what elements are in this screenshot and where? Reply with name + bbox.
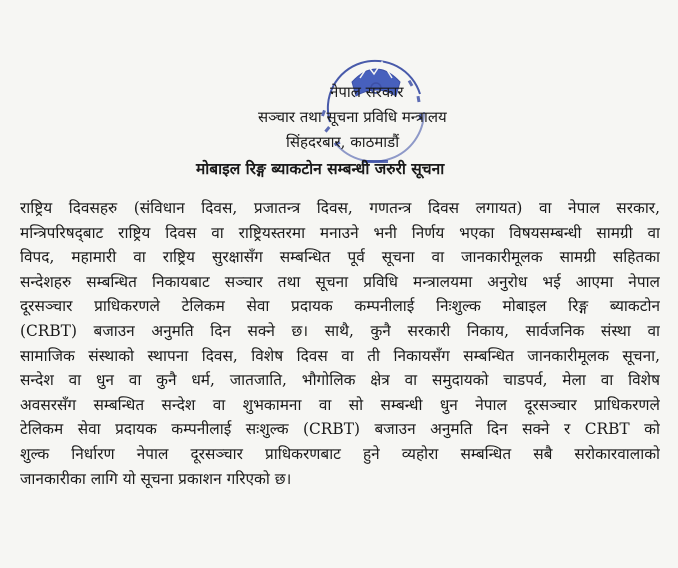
body-line: सन्देशहरु सम्बन्धित निकायबाट सञ्चार तथा सूचना प्रविधि मन्त्रालयमा अनुरोध भई आएमा नेपाल	[20, 272, 660, 291]
body-line: शुल्क निर्धारण नेपाल दूरसञ्चार प्राधिकरणबाट हुने व्यहोरा सम्बन्धित सबै सरोकारवालाको	[20, 444, 660, 463]
ministry-name: सञ्चार तथा सूचना प्रविधि मन्त्रालय	[258, 108, 447, 126]
body-line: सन्देश वा धुन वा कुनै धर्म, जातजाति, भौगोलिक क्षेत्र वा समुदायको चाडपर्व, मेला वा विशेष	[20, 371, 660, 390]
notice-title: मोबाइल रिङ्ग ब्याकटोन सम्बन्धी जरुरी सूचना	[196, 159, 445, 178]
body-line: राष्ट्रिय दिवसहरु (संविधान दिवस, प्रजातन्त्र दिवस, गणतन्त्र दिवस लगायत) वा नेपाल सरकार,	[20, 199, 660, 217]
body-line: जानकारीका लागि यो सूचना प्रकाशन गरिएको छ।	[20, 469, 292, 488]
body-line: दूरसञ्चार प्राधिकरणले टेलिकम सेवा प्रदायक कम्पनीलाई निःशुल्क मोबाइल रिङ्ग ब्याकटोन	[20, 297, 660, 316]
body-line: सामाजिक संस्थाको स्थापना दिवस, विशेष दिवस वा ती निकायसँग सम्बन्धित जानकारीमूलक सूचना,	[20, 346, 660, 365]
body-line: अवसरसँग सम्बन्धित सन्देश वा शुभकामना वा सो सम्बन्धी धुन नेपाल दूरसञ्चार प्राधिकरणले	[20, 395, 660, 414]
body-line: मन्त्रिपरिषद्‌बाट राष्ट्रिय दिवस वा राष्ट्रियस्तरमा मनाउने भनी निर्णय भएका विषयसम्बन्धी सामग्री वा	[20, 223, 660, 242]
government-name: नेपाल सरकार	[330, 83, 404, 101]
body-line: (CRBT) बजाउन अनुमति दिन सक्ने छ। साथै, कुनै सरकारी निकाय, सार्वजनिक संस्था वा	[20, 321, 660, 340]
notice-body	[20, 196, 660, 491]
body-line: विपद, महामारी वा राष्ट्रिय सुरक्षासँग सम्बन्धित पूर्व सूचना वा जानकारीमूलक सामग्री सहितका	[20, 248, 660, 267]
body-line: टेलिकम सेवा प्रदायक कम्पनीलाई सःशुल्क (CRBT) बजाउन अनुमति दिन सक्ने र CRBT को	[20, 420, 660, 439]
ministry-address: सिंहदरबार, काठमाडौं	[286, 133, 400, 151]
